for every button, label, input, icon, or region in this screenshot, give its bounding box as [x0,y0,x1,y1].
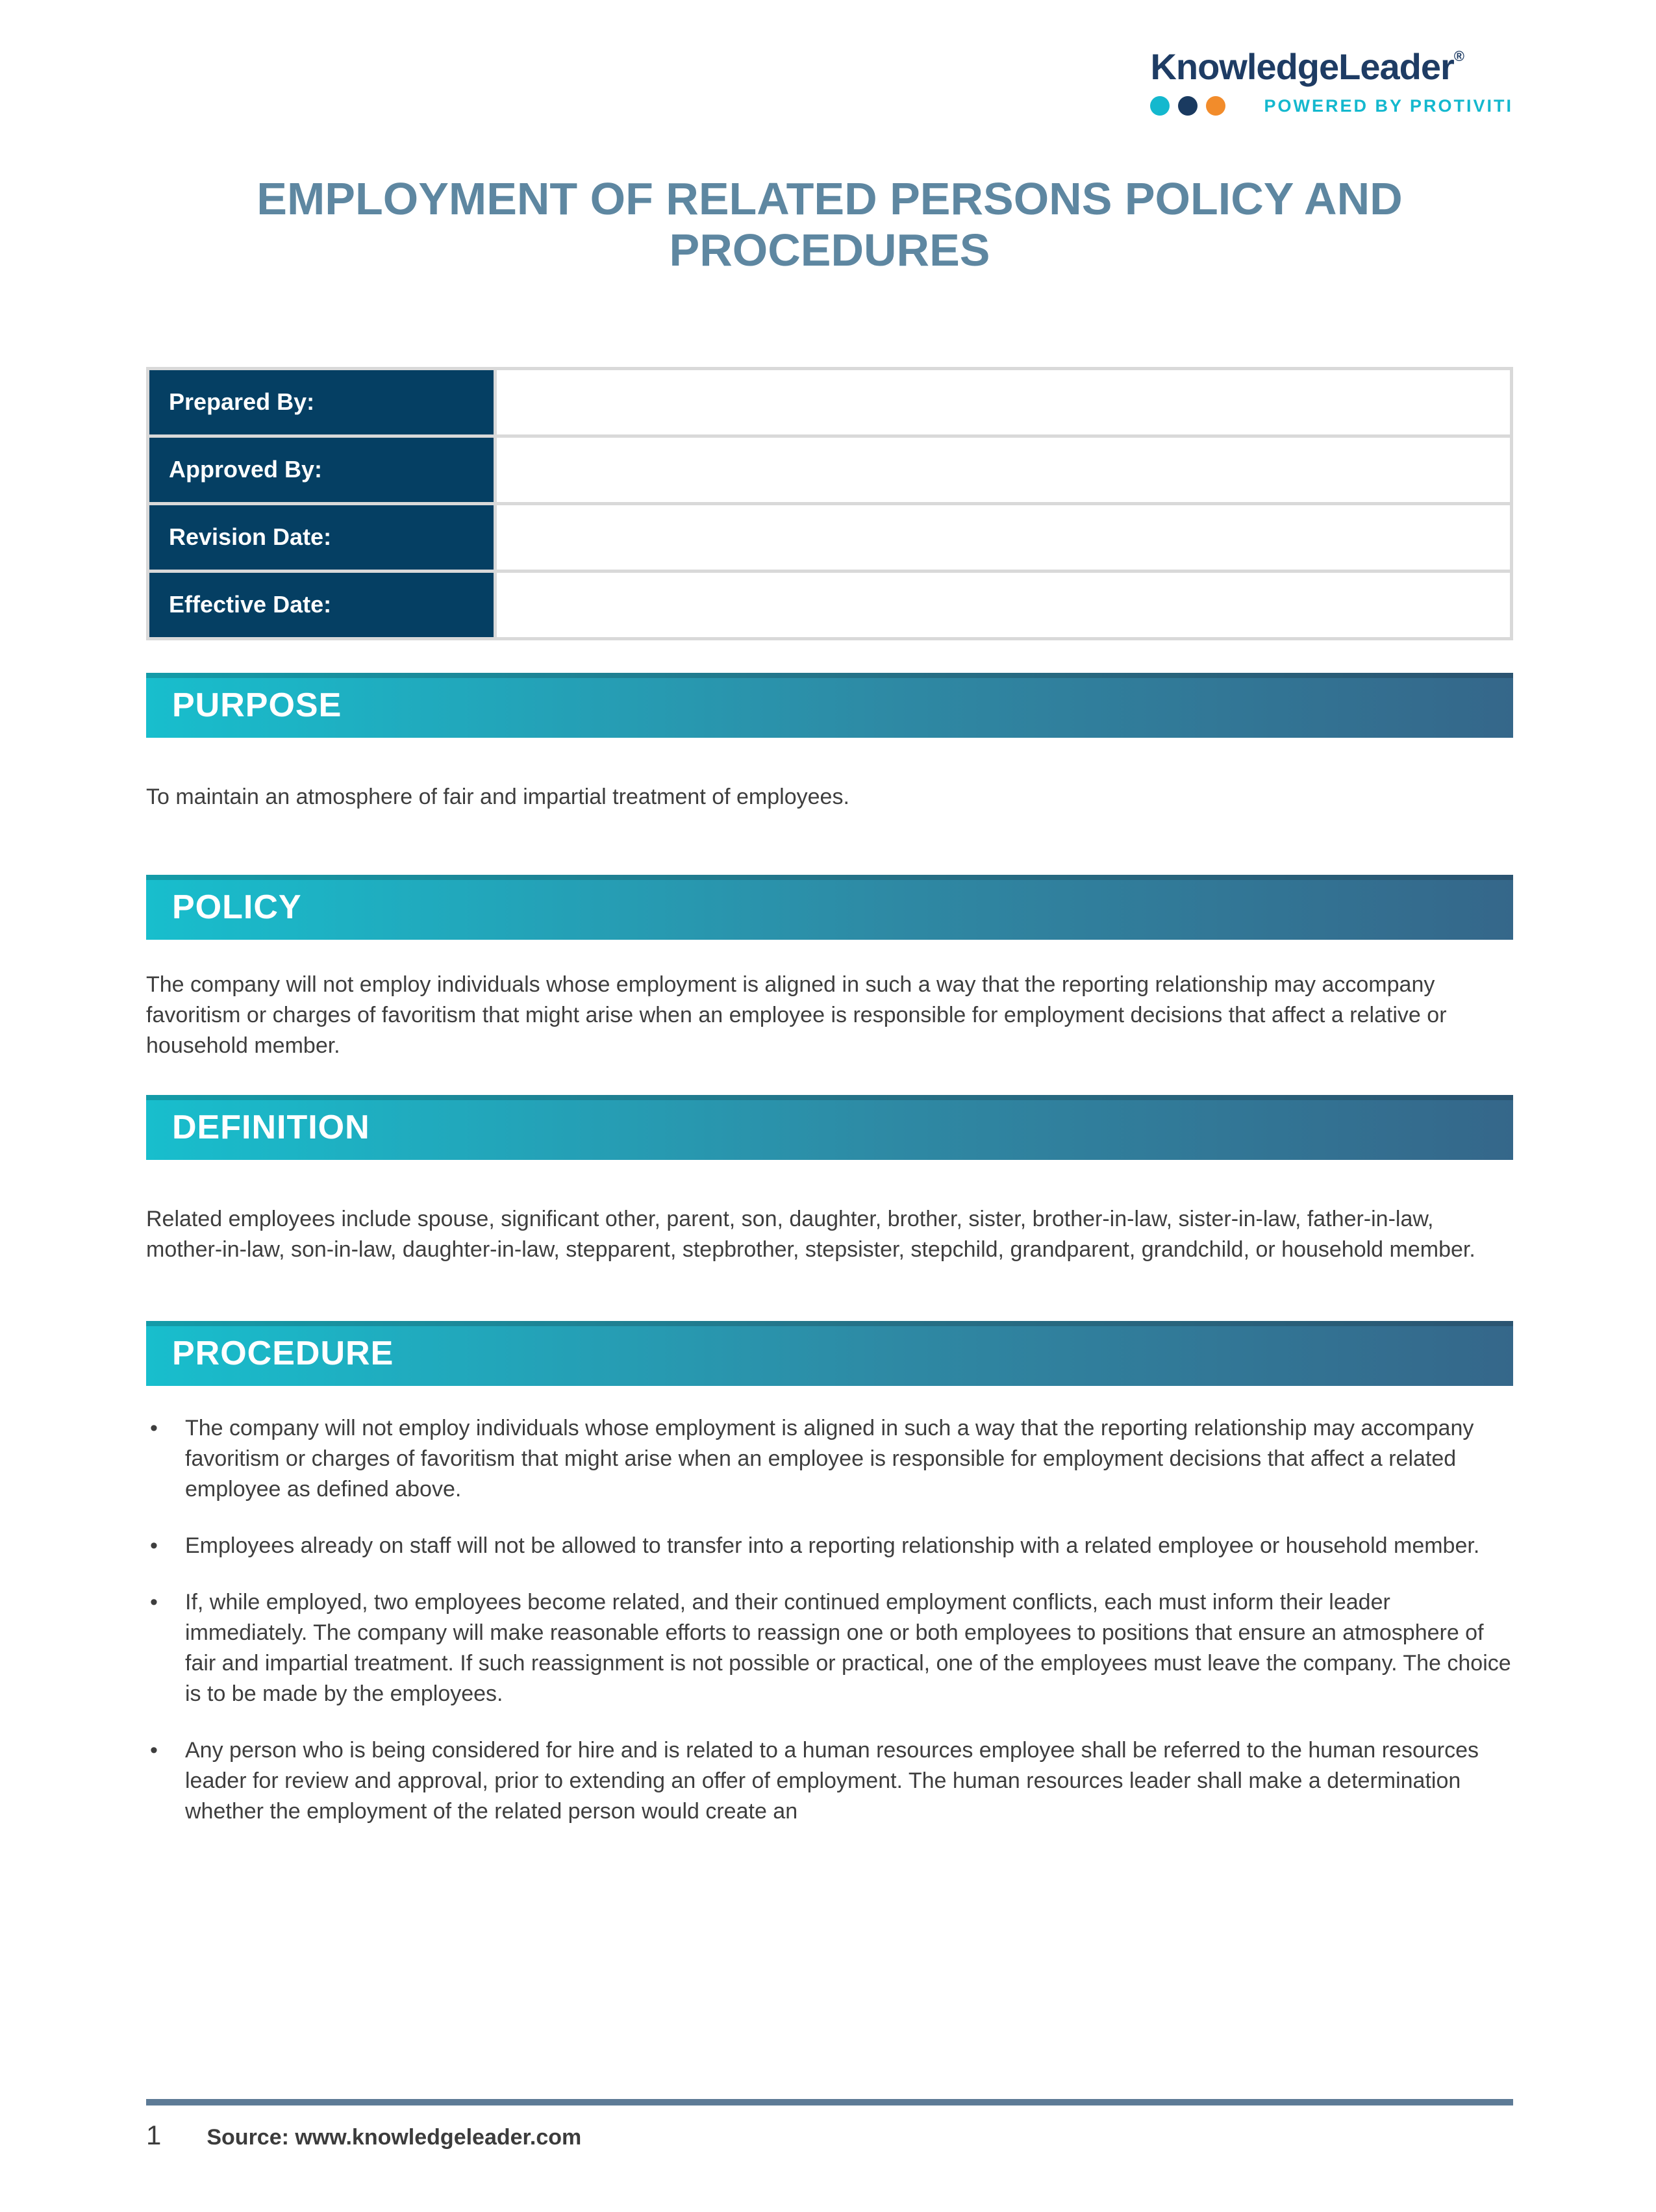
info-value-revision-date [496,503,1512,571]
procedure-bullet-list [146,1413,1513,1827]
logo-wordmark-text: KnowledgeLeader [1150,46,1454,87]
section-header-procedure [146,1321,1513,1386]
page-title: EMPLOYMENT OF RELATED PERSONS POLICY AND PROCEDURES [257,173,1403,275]
page-number: 1 [146,2120,162,2150]
logo-dot-navy-icon [1178,96,1198,116]
info-label-prepared-by: Prepared By: [148,368,496,436]
list-item: • The company will not employ individuals whose employment is aligned in such a way that the reporting relationship may accompany favoritism or charges of favoritism that might arise when an employee is responsible for employment decisions that affect a related employee as defined above. [146,1413,1513,1505]
policy-body-text: The company will not employ individuals whose employment is aligned in such a way that the reporting relationship may accompany favoritism or charges of favoritism that might arise when an employee is responsible for employment decisions that affect a relative or household member. [146,972,1447,1058]
section-header-policy [146,875,1513,940]
footer-divider [146,2099,1513,2105]
logo-wordmark [1150,47,1513,87]
info-value-approved-by [496,436,1512,503]
logo-subline [1150,96,1513,116]
document-page [0,47,1656,1827]
document-info-table [146,367,1513,640]
list-item: • If, while employed, two employees become related, and their continued employment conflicts, each must inform their leader immediately. The company will make reasonable efforts to reassign one or both employees to positions that ensure an atmosphere of fair and impartial treatment. If such reassignment is not possible or practical, one of the employees must leave the company. The choice is to be made by the employees. [146,1587,1513,1709]
logo-dot-orange-icon [1206,96,1225,116]
section-header-purpose [146,673,1513,738]
list-item: • Any person who is being considered for hire and is related to a human resources employee shall be referred to the human resources leader for review and approval, prior to extending an offer of employment. The human resources leader shall make a determination whether the employment of the related person would create an [146,1735,1513,1827]
info-value-effective-date [496,571,1512,638]
info-label-effective-date: Effective Date: [148,571,496,638]
section-header-purpose-label: PURPOSE [172,686,342,724]
info-label-revision-date: Revision Date: [148,503,496,571]
logo-tagline: POWERED BY PROTIVITI [1264,95,1513,116]
info-label-approved-by: Approved By: [148,436,496,503]
section-header-definition [146,1095,1513,1160]
registered-trademark-icon: ® [1453,48,1464,64]
section-header-definition-label: DEFINITION [172,1108,370,1146]
definition-body-text: Related employees include spouse, significant other, parent, son, daughter, brother, sister, brother-in-law, sister-in-law, father-in-law, mother-in-law, son-in-law, daughter-in-law, stepparent, stepbrother, stepsister, stepchild, grandparent, grandchild, or household member. [146,1206,1475,1262]
info-value-prepared-by [496,368,1512,436]
table-row [148,368,1512,436]
purpose-body-text: To maintain an atmosphere of fair and impartial treatment of employees. [146,784,849,809]
table-row [148,503,1512,571]
logo-dot-teal-icon [1150,96,1170,116]
table-row [148,571,1512,638]
source-attribution: Source: www.knowledgeleader.com [207,2125,582,2150]
logo [146,47,1513,116]
footer [146,2120,1513,2151]
section-header-procedure-label: PROCEDURE [172,1334,394,1372]
list-item: • Employees already on staff will not be allowed to transfer into a reporting relationship with a related employee or household member. [146,1531,1513,1561]
section-header-policy-label: POLICY [172,888,302,926]
table-row [148,436,1512,503]
